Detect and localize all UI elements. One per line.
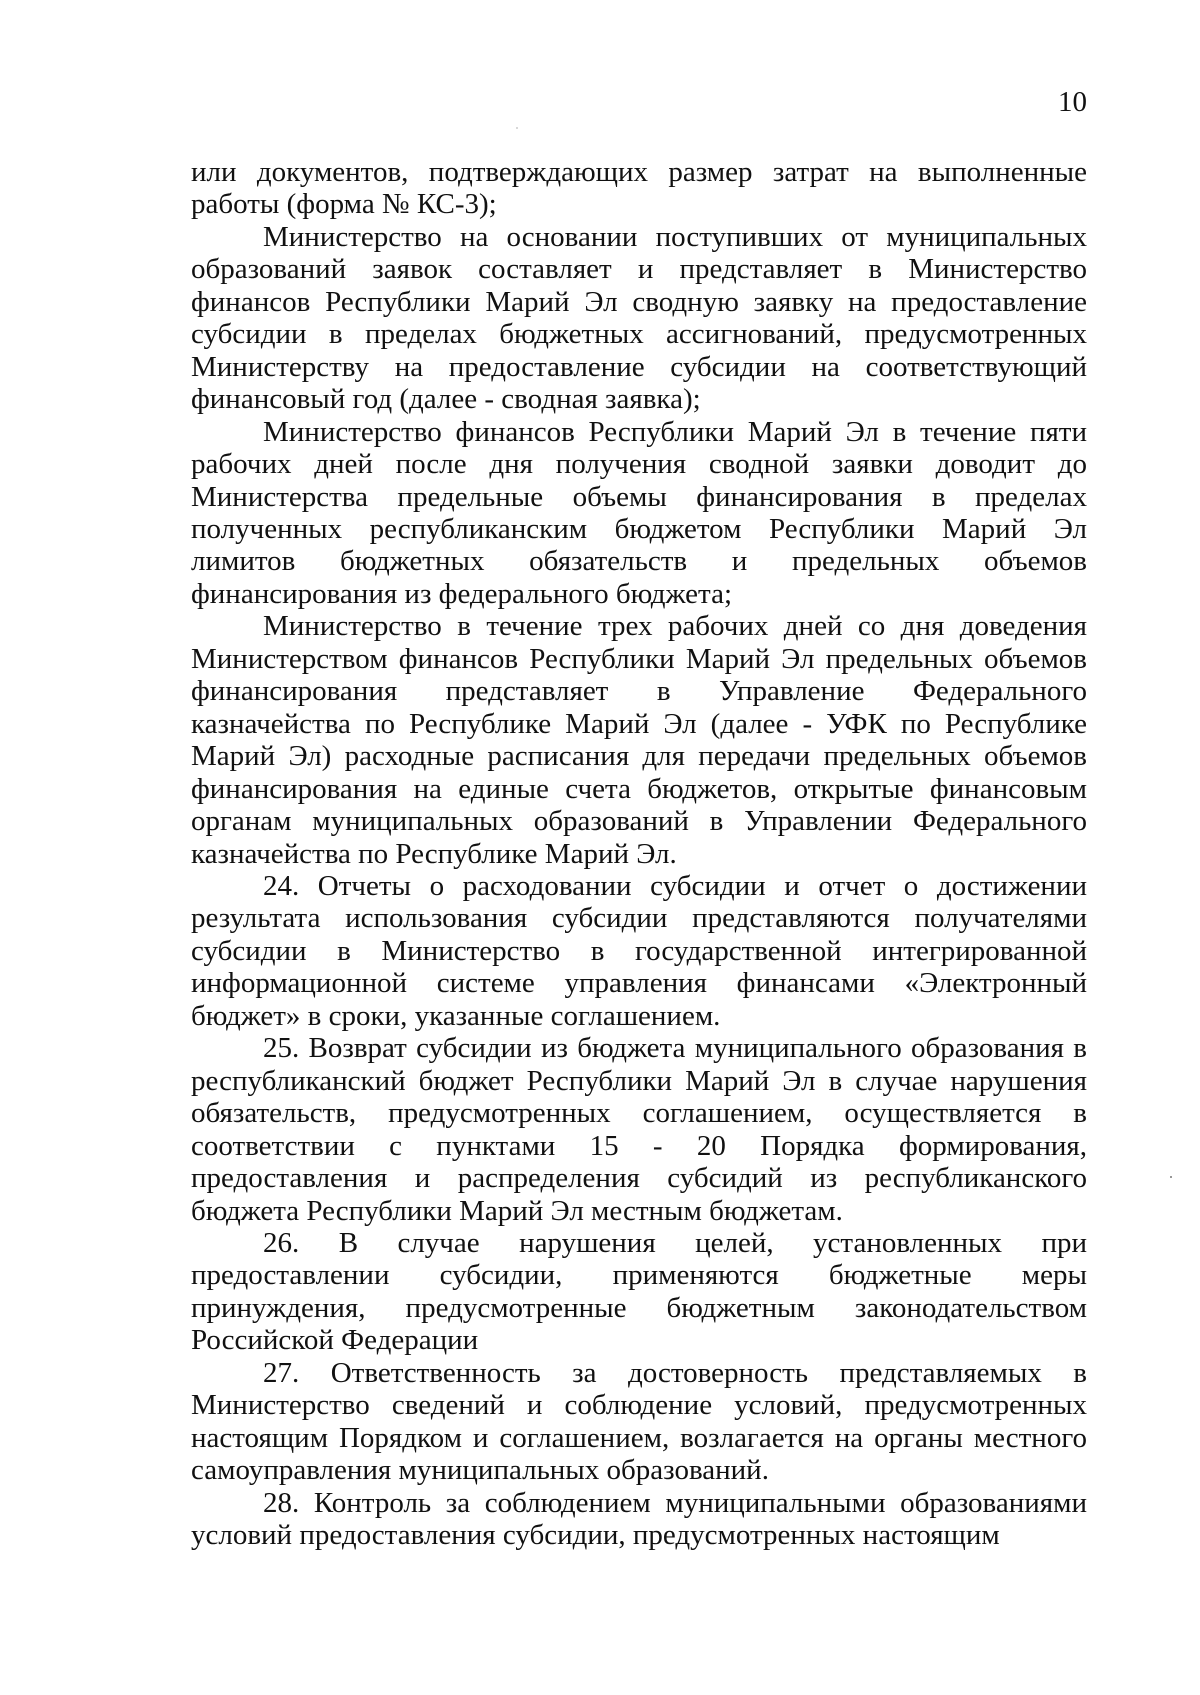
document-body (191, 156, 1087, 1551)
paragraph-treasury-schedules: Министерство в течение трех рабочих дней со дня доведения Министерством финансов Республики Марий Эл предельных объемов финансирования представляет в Управление Федерального казначейства по Республике Марий Эл (далее - УФК по Республике Марий Эл) расходные расписания для передачи предельных объемов финансирования на единые счета бюджетов, открытые финансовым органам муниципальных образований в Управлении Федерального казначейства по Республике Марий Эл. (191, 610, 1087, 870)
paragraph-item-25: 25. Возврат субсидии из бюджета муниципального образования в республиканский бюджет Республики Марий Эл в случае нарушения обязательств, предусмотренных соглашением, осуществляется в соответствии с пунктами 15 - 20 Порядка формирования, предоставления и распределения субсидий из республиканского бюджета Республики Марий Эл местным бюджетам. (191, 1032, 1087, 1227)
paragraph-continuation: или документов, подтверждающих размер затрат на выполненные работы (форма № КС-3); (191, 156, 1087, 221)
paragraph-item-28: 28. Контроль за соблюдением муниципальными образованиями условий предоставления субсидии, предусмотренных настоящим (191, 1486, 1087, 1552)
scan-artifact-dot (516, 127, 518, 129)
paragraph-item-24: 24. Отчеты о расходовании субсидии и отчет о достижении результата использования субсидии представляются получателями субсидии в Министерство в государственной интегрированной информационной системе управления финансами «Электронный бюджет» в сроки, указанные соглашением. (191, 869, 1087, 1032)
paragraph-finance-limits: Министерство финансов Республики Марий Эл в течение пяти рабочих дней после дня получения сводной заявки доводит до Министерства предельные объемы финансирования в пределах полученных республиканским бюджетом Республики Марий Эл лимитов бюджетных обязательств и предельных объемов финансирования из федерального бюджета; (191, 415, 1087, 610)
scan-artifact-dot (1170, 1176, 1172, 1178)
paragraph-item-26: 26. В случае нарушения целей, установленных при предоставлении субсидии, применяются бюджетные меры принуждения, предусмотренные бюджетным законодательством Российской Федерации (191, 1226, 1087, 1357)
paragraph-consolidated-request: Министерство на основании поступивших от муниципальных образований заявок составляет и представляет в Министерство финансов Республики Марий Эл сводную заявку на предоставление субсидии в пределах бюджетных ассигнований, предусмотренных Министерству на предоставление субсидии на соответствующий финансовый год (далее - сводная заявка); (191, 220, 1087, 416)
paragraph-item-27: 27. Ответственность за достоверность представляемых в Министерство сведений и соблюдение условий, предусмотренных настоящим Порядком и соглашением, возлагается на органы местного самоуправления муниципальных образований. (191, 1356, 1087, 1487)
page-number: 10 (1058, 86, 1087, 118)
